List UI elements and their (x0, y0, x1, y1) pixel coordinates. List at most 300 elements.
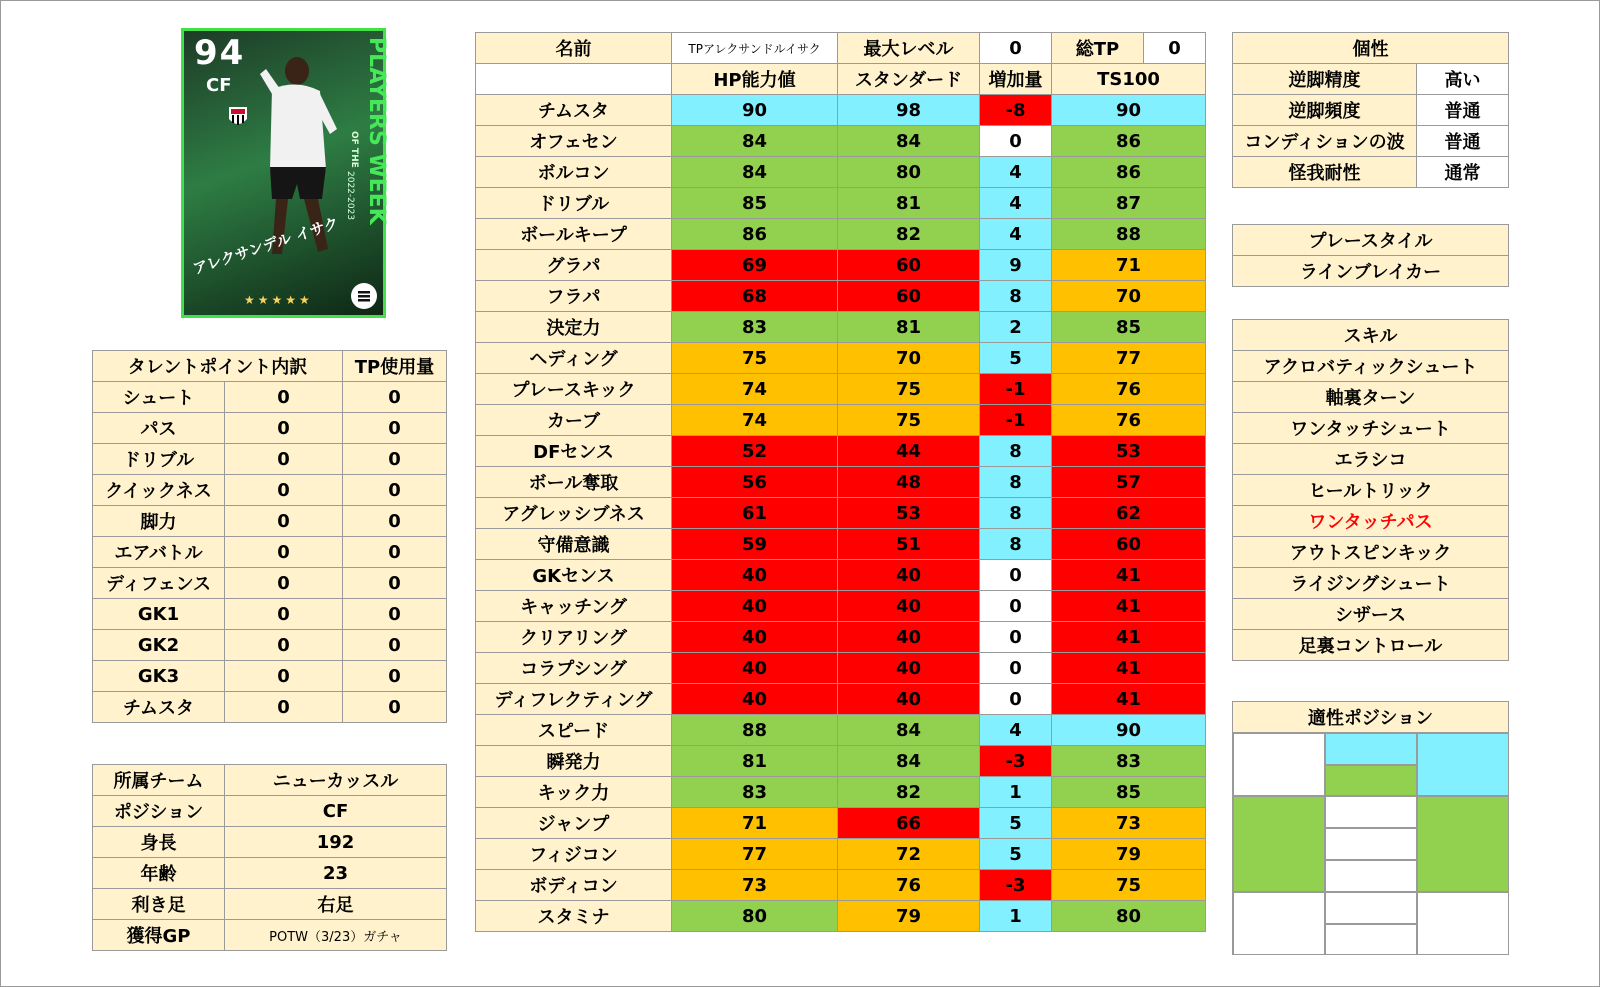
personality-value: 普通 (1417, 126, 1509, 157)
stat-standard-value: 82 (838, 219, 980, 250)
personality-row (1233, 95, 1509, 126)
stat-row (476, 901, 1206, 932)
pos-rmf (1417, 796, 1509, 892)
pos-gk (1325, 924, 1417, 955)
stat-standard-value: 81 (838, 312, 980, 343)
talent-row (93, 413, 447, 444)
playstyle-title: プレースタイル (1233, 225, 1509, 256)
stats-header-blank (476, 64, 672, 95)
talent-row (93, 382, 447, 413)
stat-row (476, 405, 1206, 436)
talent-tp-used: 0 (343, 382, 447, 413)
stat-standard-value: 60 (838, 250, 980, 281)
pos-dmf (1325, 860, 1417, 892)
profile-row (93, 889, 447, 920)
pos-rb (1417, 892, 1509, 955)
stat-hp-value: 80 (672, 901, 838, 932)
stat-increase-value: 1 (980, 901, 1052, 932)
stat-standard-value: 84 (838, 746, 980, 777)
stat-row (476, 312, 1206, 343)
card-player-name: アレクサンデル イサク (190, 213, 341, 279)
stat-hp-value: 83 (672, 777, 838, 808)
stat-row (476, 467, 1206, 498)
name-label: 名前 (476, 33, 672, 64)
stat-ts100-value: 86 (1052, 126, 1206, 157)
stat-ts100-value: 41 (1052, 591, 1206, 622)
profile-label: 年齢 (93, 858, 225, 889)
stat-row (476, 839, 1206, 870)
stat-increase-value: 0 (980, 684, 1052, 715)
personality-value: 高い (1417, 64, 1509, 95)
talent-category: エアバトル (93, 537, 225, 568)
standard-column-header: スタンダード (838, 64, 980, 95)
talent-tp-used: 0 (343, 692, 447, 723)
stat-ts100-value: 87 (1052, 188, 1206, 219)
stat-hp-value: 73 (672, 870, 838, 901)
playstyle-value: ラインブレイカー (1233, 256, 1509, 287)
stat-ts100-value: 77 (1052, 343, 1206, 374)
stat-standard-value: 53 (838, 498, 980, 529)
profile-value: POTW（3/23）ガチャ (225, 920, 447, 951)
talent-tp-used: 0 (343, 599, 447, 630)
personality-label: コンディションの波 (1233, 126, 1417, 157)
stat-name: ボールキープ (476, 219, 672, 250)
talent-tp-used: 0 (343, 506, 447, 537)
skills-title: スキル (1233, 320, 1509, 351)
stat-row (476, 436, 1206, 467)
stat-ts100-value: 75 (1052, 870, 1206, 901)
stat-increase-value: 0 (980, 653, 1052, 684)
stat-ts100-value: 41 (1052, 560, 1206, 591)
stat-hp-value: 40 (672, 560, 838, 591)
talent-row (93, 444, 447, 475)
talent-points: 0 (225, 475, 343, 506)
profile-row (93, 920, 447, 951)
stat-row (476, 95, 1206, 126)
talent-points: 0 (225, 506, 343, 537)
hp-column-header: HP能力値 (672, 64, 838, 95)
stat-hp-value: 84 (672, 126, 838, 157)
profile-value: ニューカッスル (225, 765, 447, 796)
stat-name: クリアリング (476, 622, 672, 653)
stat-name: スタミナ (476, 901, 672, 932)
stat-row (476, 529, 1206, 560)
skills-table (1232, 319, 1509, 661)
stat-hp-value: 59 (672, 529, 838, 560)
total-tp-value: 0 (1144, 33, 1206, 64)
stat-ts100-value: 76 (1052, 374, 1206, 405)
personality-label: 怪我耐性 (1233, 157, 1417, 188)
stat-name: カーブ (476, 405, 672, 436)
pos-ss (1325, 765, 1417, 796)
stat-row (476, 250, 1206, 281)
stat-increase-value: -3 (980, 870, 1052, 901)
pos-rwf (1417, 733, 1509, 796)
stat-name: キャッチング (476, 591, 672, 622)
pos-cb (1325, 892, 1417, 924)
skill-row (1233, 444, 1509, 475)
skill-row (1233, 351, 1509, 382)
stat-ts100-value: 90 (1052, 95, 1206, 126)
stat-increase-value: 9 (980, 250, 1052, 281)
talent-category: 脚力 (93, 506, 225, 537)
stat-increase-value: 4 (980, 157, 1052, 188)
stat-row (476, 684, 1206, 715)
stat-ts100-value: 73 (1052, 808, 1206, 839)
skill-item: アウトスピンキック (1233, 537, 1509, 568)
talent-points: 0 (225, 630, 343, 661)
stat-increase-value: 1 (980, 777, 1052, 808)
personality-title: 個性 (1233, 33, 1509, 64)
stat-increase-value: 8 (980, 436, 1052, 467)
stat-row (476, 188, 1206, 219)
personality-table (1232, 32, 1509, 188)
profile-label: 所属チーム (93, 765, 225, 796)
stat-name: 決定力 (476, 312, 672, 343)
stat-standard-value: 40 (838, 560, 980, 591)
stat-standard-value: 40 (838, 622, 980, 653)
stat-name: アグレッシブネス (476, 498, 672, 529)
player-card (181, 28, 389, 318)
stat-increase-value: -8 (980, 95, 1052, 126)
stat-hp-value: 40 (672, 653, 838, 684)
stat-ts100-value: 80 (1052, 901, 1206, 932)
stat-name: ボディコン (476, 870, 672, 901)
profile-value: 右足 (225, 889, 447, 920)
stat-ts100-value: 85 (1052, 777, 1206, 808)
stat-name: GKセンス (476, 560, 672, 591)
stat-row (476, 560, 1206, 591)
personality-label: 逆脚精度 (1233, 64, 1417, 95)
stat-name: コラプシング (476, 653, 672, 684)
skill-row (1233, 599, 1509, 630)
stat-row (476, 498, 1206, 529)
talent-row (93, 568, 447, 599)
stat-row (476, 746, 1206, 777)
stat-standard-value: 72 (838, 839, 980, 870)
stat-hp-value: 40 (672, 622, 838, 653)
stat-hp-value: 56 (672, 467, 838, 498)
skill-row (1233, 475, 1509, 506)
stat-hp-value: 77 (672, 839, 838, 870)
stat-increase-value: 4 (980, 715, 1052, 746)
profile-table (92, 764, 447, 951)
stat-increase-value: -1 (980, 374, 1052, 405)
personality-row (1233, 64, 1509, 95)
stat-name: フラパ (476, 281, 672, 312)
personality-row (1233, 157, 1509, 188)
potw-banner (340, 31, 389, 281)
talent-table (92, 350, 447, 723)
stat-name: ヘディング (476, 343, 672, 374)
stat-name: チムスタ (476, 95, 672, 126)
stat-ts100-value: 83 (1052, 746, 1206, 777)
stat-row (476, 343, 1206, 374)
stat-row (476, 374, 1206, 405)
skill-item: ライジングシュート (1233, 568, 1509, 599)
pos-cf (1325, 733, 1417, 765)
profile-label: 利き足 (93, 889, 225, 920)
profile-value: 23 (225, 858, 447, 889)
skill-item: 軸裏ターン (1233, 382, 1509, 413)
skill-row (1233, 568, 1509, 599)
talent-points: 0 (225, 568, 343, 599)
stat-ts100-value: 88 (1052, 219, 1206, 250)
stat-increase-value: 8 (980, 281, 1052, 312)
profile-label: ポジション (93, 796, 225, 827)
stat-ts100-value: 60 (1052, 529, 1206, 560)
stat-row (476, 870, 1206, 901)
stat-increase-value: 4 (980, 219, 1052, 250)
profile-label: 獲得GP (93, 920, 225, 951)
increase-column-header: 増加量 (980, 64, 1052, 95)
skill-item: エラシコ (1233, 444, 1509, 475)
stat-row (476, 777, 1206, 808)
personality-value: 普通 (1417, 95, 1509, 126)
stat-standard-value: 98 (838, 95, 980, 126)
potw-line2: OF THE (349, 131, 359, 168)
profile-row (93, 858, 447, 889)
stat-standard-value: 48 (838, 467, 980, 498)
card-position: CF (206, 75, 232, 96)
personality-label: 逆脚頻度 (1233, 95, 1417, 126)
stat-ts100-value: 76 (1052, 405, 1206, 436)
skill-row (1233, 413, 1509, 444)
talent-row (93, 630, 447, 661)
stat-standard-value: 82 (838, 777, 980, 808)
stat-row (476, 157, 1206, 188)
stat-increase-value: -1 (980, 405, 1052, 436)
stat-row (476, 808, 1206, 839)
talent-row (93, 599, 447, 630)
talent-row (93, 506, 447, 537)
talent-category: GK1 (93, 599, 225, 630)
profile-value: CF (225, 796, 447, 827)
stat-hp-value: 90 (672, 95, 838, 126)
talent-row (93, 692, 447, 723)
stat-increase-value: 8 (980, 529, 1052, 560)
talent-category: ドリブル (93, 444, 225, 475)
stat-ts100-value: 57 (1052, 467, 1206, 498)
stat-standard-value: 40 (838, 591, 980, 622)
stat-hp-value: 84 (672, 157, 838, 188)
skill-item: ワンタッチシュート (1233, 413, 1509, 444)
stat-hp-value: 81 (672, 746, 838, 777)
max-level-value: 0 (980, 33, 1052, 64)
talent-row (93, 537, 447, 568)
skill-item: 足裏コントロール (1233, 630, 1509, 661)
talent-points: 0 (225, 661, 343, 692)
stat-name: ジャンプ (476, 808, 672, 839)
stat-hp-value: 40 (672, 684, 838, 715)
profile-row (93, 765, 447, 796)
personality-value: 通常 (1417, 157, 1509, 188)
stat-standard-value: 79 (838, 901, 980, 932)
stat-ts100-value: 41 (1052, 622, 1206, 653)
talent-header: タレントポイント内訳 (93, 351, 343, 382)
skill-item: ワンタッチパス (1233, 506, 1509, 537)
stat-hp-value: 75 (672, 343, 838, 374)
stat-increase-value: 5 (980, 343, 1052, 374)
skill-item: ヒールトリック (1233, 475, 1509, 506)
talent-points: 0 (225, 537, 343, 568)
pos-lmf (1233, 796, 1325, 892)
stat-hp-value: 52 (672, 436, 838, 467)
star-rating: ★★★★★ (244, 293, 313, 307)
stat-increase-value: -3 (980, 746, 1052, 777)
stat-standard-value: 81 (838, 188, 980, 219)
stat-standard-value: 44 (838, 436, 980, 467)
talent-row (93, 661, 447, 692)
profile-row (93, 827, 447, 858)
talent-category: ディフェンス (93, 568, 225, 599)
stat-row (476, 591, 1206, 622)
stat-increase-value: 0 (980, 126, 1052, 157)
stat-ts100-value: 62 (1052, 498, 1206, 529)
personality-row (1233, 126, 1509, 157)
potw-line1: PLAYERS WEEK (364, 37, 389, 225)
stat-standard-value: 76 (838, 870, 980, 901)
stat-hp-value: 85 (672, 188, 838, 219)
stat-ts100-value: 53 (1052, 436, 1206, 467)
talent-tp-used: 0 (343, 568, 447, 599)
stat-name: フィジコン (476, 839, 672, 870)
pos-amf (1325, 796, 1417, 828)
stat-hp-value: 74 (672, 374, 838, 405)
stat-hp-value: 69 (672, 250, 838, 281)
talent-tp-used: 0 (343, 661, 447, 692)
stat-standard-value: 60 (838, 281, 980, 312)
skill-item: アクロバティックシュート (1233, 351, 1509, 382)
stat-name: ディフレクティング (476, 684, 672, 715)
profile-row (93, 796, 447, 827)
stat-name: ドリブル (476, 188, 672, 219)
stat-increase-value: 5 (980, 808, 1052, 839)
pos-cmf (1325, 828, 1417, 860)
tp-usage-header: TP使用量 (343, 351, 447, 382)
talent-category: シュート (93, 382, 225, 413)
stat-hp-value: 40 (672, 591, 838, 622)
season-text: 2022-2023 (345, 171, 355, 221)
talent-category: GK3 (93, 661, 225, 692)
stat-hp-value: 61 (672, 498, 838, 529)
skill-row (1233, 630, 1509, 661)
talent-category: クイックネス (93, 475, 225, 506)
talent-points: 0 (225, 599, 343, 630)
skill-row (1233, 382, 1509, 413)
stat-name: 守備意識 (476, 529, 672, 560)
stat-ts100-value: 41 (1052, 684, 1206, 715)
stat-ts100-value: 70 (1052, 281, 1206, 312)
stats-table (475, 32, 1206, 932)
skill-item: シザース (1233, 599, 1509, 630)
talent-tp-used: 0 (343, 444, 447, 475)
playstyle-table (1232, 224, 1509, 287)
stat-standard-value: 80 (838, 157, 980, 188)
stat-name: ボルコン (476, 157, 672, 188)
stat-name: プレースキック (476, 374, 672, 405)
stat-ts100-value: 85 (1052, 312, 1206, 343)
stat-standard-value: 66 (838, 808, 980, 839)
stat-standard-value: 40 (838, 653, 980, 684)
talent-category: パス (93, 413, 225, 444)
talent-tp-used: 0 (343, 537, 447, 568)
stat-ts100-value: 71 (1052, 250, 1206, 281)
stat-increase-value: 2 (980, 312, 1052, 343)
efootball-logo-icon (351, 283, 377, 309)
stat-standard-value: 84 (838, 126, 980, 157)
stat-row (476, 219, 1206, 250)
talent-category: GK2 (93, 630, 225, 661)
stat-name: オフェセン (476, 126, 672, 157)
stat-increase-value: 8 (980, 467, 1052, 498)
club-badge-icon (227, 105, 249, 129)
stat-hp-value: 68 (672, 281, 838, 312)
stat-name: スピード (476, 715, 672, 746)
max-level-label: 最大レベル (838, 33, 980, 64)
positions-title: 適性ポジション (1233, 702, 1509, 733)
positions-title-table (1232, 701, 1509, 733)
stat-hp-value: 83 (672, 312, 838, 343)
stat-standard-value: 84 (838, 715, 980, 746)
stat-row (476, 715, 1206, 746)
stat-increase-value: 0 (980, 622, 1052, 653)
stat-increase-value: 8 (980, 498, 1052, 529)
stat-hp-value: 88 (672, 715, 838, 746)
stat-name: グラパ (476, 250, 672, 281)
talent-category: チムスタ (93, 692, 225, 723)
profile-label: 身長 (93, 827, 225, 858)
stat-standard-value: 75 (838, 405, 980, 436)
stat-increase-value: 5 (980, 839, 1052, 870)
stat-ts100-value: 79 (1052, 839, 1206, 870)
talent-row (93, 475, 447, 506)
ts100-column-header: TS100 (1052, 64, 1206, 95)
pos-lb (1233, 892, 1325, 955)
skill-row (1233, 537, 1509, 568)
name-value: TPアレクサンドルイサク (672, 33, 838, 64)
stat-name: ボール奪取 (476, 467, 672, 498)
stat-standard-value: 70 (838, 343, 980, 374)
stat-ts100-value: 90 (1052, 715, 1206, 746)
talent-tp-used: 0 (343, 475, 447, 506)
talent-tp-used: 0 (343, 413, 447, 444)
talent-points: 0 (225, 444, 343, 475)
card-rating: 94 (194, 33, 246, 73)
talent-points: 0 (225, 413, 343, 444)
talent-points: 0 (225, 692, 343, 723)
stat-hp-value: 74 (672, 405, 838, 436)
stat-hp-value: 86 (672, 219, 838, 250)
profile-value: 192 (225, 827, 447, 858)
total-tp-label: 総TP (1052, 33, 1144, 64)
stat-increase-value: 0 (980, 560, 1052, 591)
stat-name: DFセンス (476, 436, 672, 467)
skill-row (1233, 506, 1509, 537)
stat-hp-value: 71 (672, 808, 838, 839)
stat-name: 瞬発力 (476, 746, 672, 777)
stat-increase-value: 4 (980, 188, 1052, 219)
talent-tp-used: 0 (343, 630, 447, 661)
stat-increase-value: 0 (980, 591, 1052, 622)
stat-ts100-value: 86 (1052, 157, 1206, 188)
stat-row (476, 622, 1206, 653)
position-grid (1232, 732, 1508, 955)
talent-points: 0 (225, 382, 343, 413)
stat-row (476, 126, 1206, 157)
stat-standard-value: 40 (838, 684, 980, 715)
stat-row (476, 281, 1206, 312)
